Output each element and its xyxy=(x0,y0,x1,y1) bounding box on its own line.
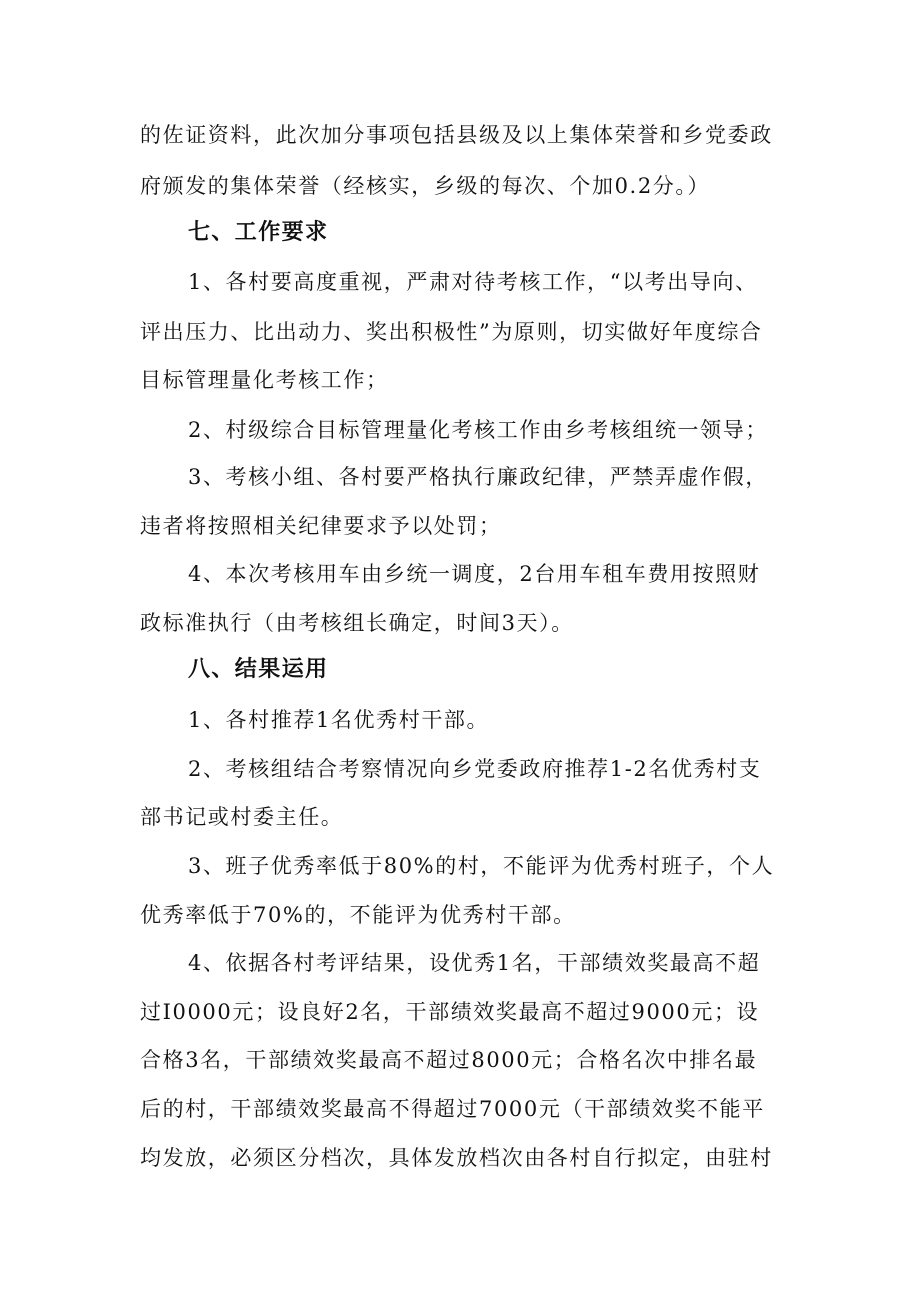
paragraph-line: 3、班子优秀率低于80%的村，不能评为优秀村班子，个人 xyxy=(188,854,775,878)
paragraph-line: 合格3名，干部绩效奖最高不超过8000元；合格名次中排名最 xyxy=(140,1048,758,1072)
paragraph-line: 1、各村要高度重视，严肃对待考核工作，“以考出导向、 xyxy=(188,270,758,294)
paragraph-line: 1、各村推荐1名优秀村干部。 xyxy=(188,708,490,732)
paragraph-line: 目标管理量化考核工作； xyxy=(140,368,389,392)
paragraph-line: 均发放，必须区分档次，具体发放档次由各村自行拟定，由驻村 xyxy=(140,1146,773,1170)
paragraph-line: 评出压力、比出动力、奖出积极性”为原则，切实做好年度综合 xyxy=(140,320,763,344)
paragraph-line: 后的村，干部绩效奖最高不得超过7000元（干部绩效奖不能平 xyxy=(140,1097,765,1121)
paragraph-line: 2、村级综合目标管理量化考核工作由乡考核组统一领导； xyxy=(188,418,768,442)
paragraph-line: 的佐证资料，此次加分事项包括县级及以上集体荣誉和乡党委政 xyxy=(140,123,773,147)
paragraph-line: 府颁发的集体荣誉（经核实，乡级的每次、个加0.2分。） xyxy=(140,174,711,198)
section-heading: 七、工作要求 xyxy=(188,220,329,245)
paragraph-line: 优秀率低于70%的，不能评为优秀村干部。 xyxy=(140,903,576,927)
paragraph-line: 部书记或村委主任。 xyxy=(140,805,344,829)
paragraph-line: 3、考核小组、各村要严格执行廉政纪律，严禁弄虚作假， xyxy=(188,465,768,489)
paragraph-line: 政标准执行（由考核组长确定，时间3天）。 xyxy=(140,611,574,635)
paragraph-line: 4、本次考核用车由乡统一调度，2台用车租车费用按照财 xyxy=(188,562,761,586)
section-heading: 八、结果运用 xyxy=(188,657,329,682)
paragraph-line: 2、考核组结合考察情况向乡党委政府推荐1-2名优秀村支 xyxy=(188,757,762,781)
paragraph-line: 过I0000元；设良好2名，干部绩效奖最高不超过9000元；设 xyxy=(140,1000,760,1024)
paragraph-line: 4、依据各村考评结果，设优秀1名，干部绩效奖最高不超 xyxy=(188,951,761,975)
paragraph-line: 违者将按照相关纪律要求予以处罚； xyxy=(140,514,502,538)
